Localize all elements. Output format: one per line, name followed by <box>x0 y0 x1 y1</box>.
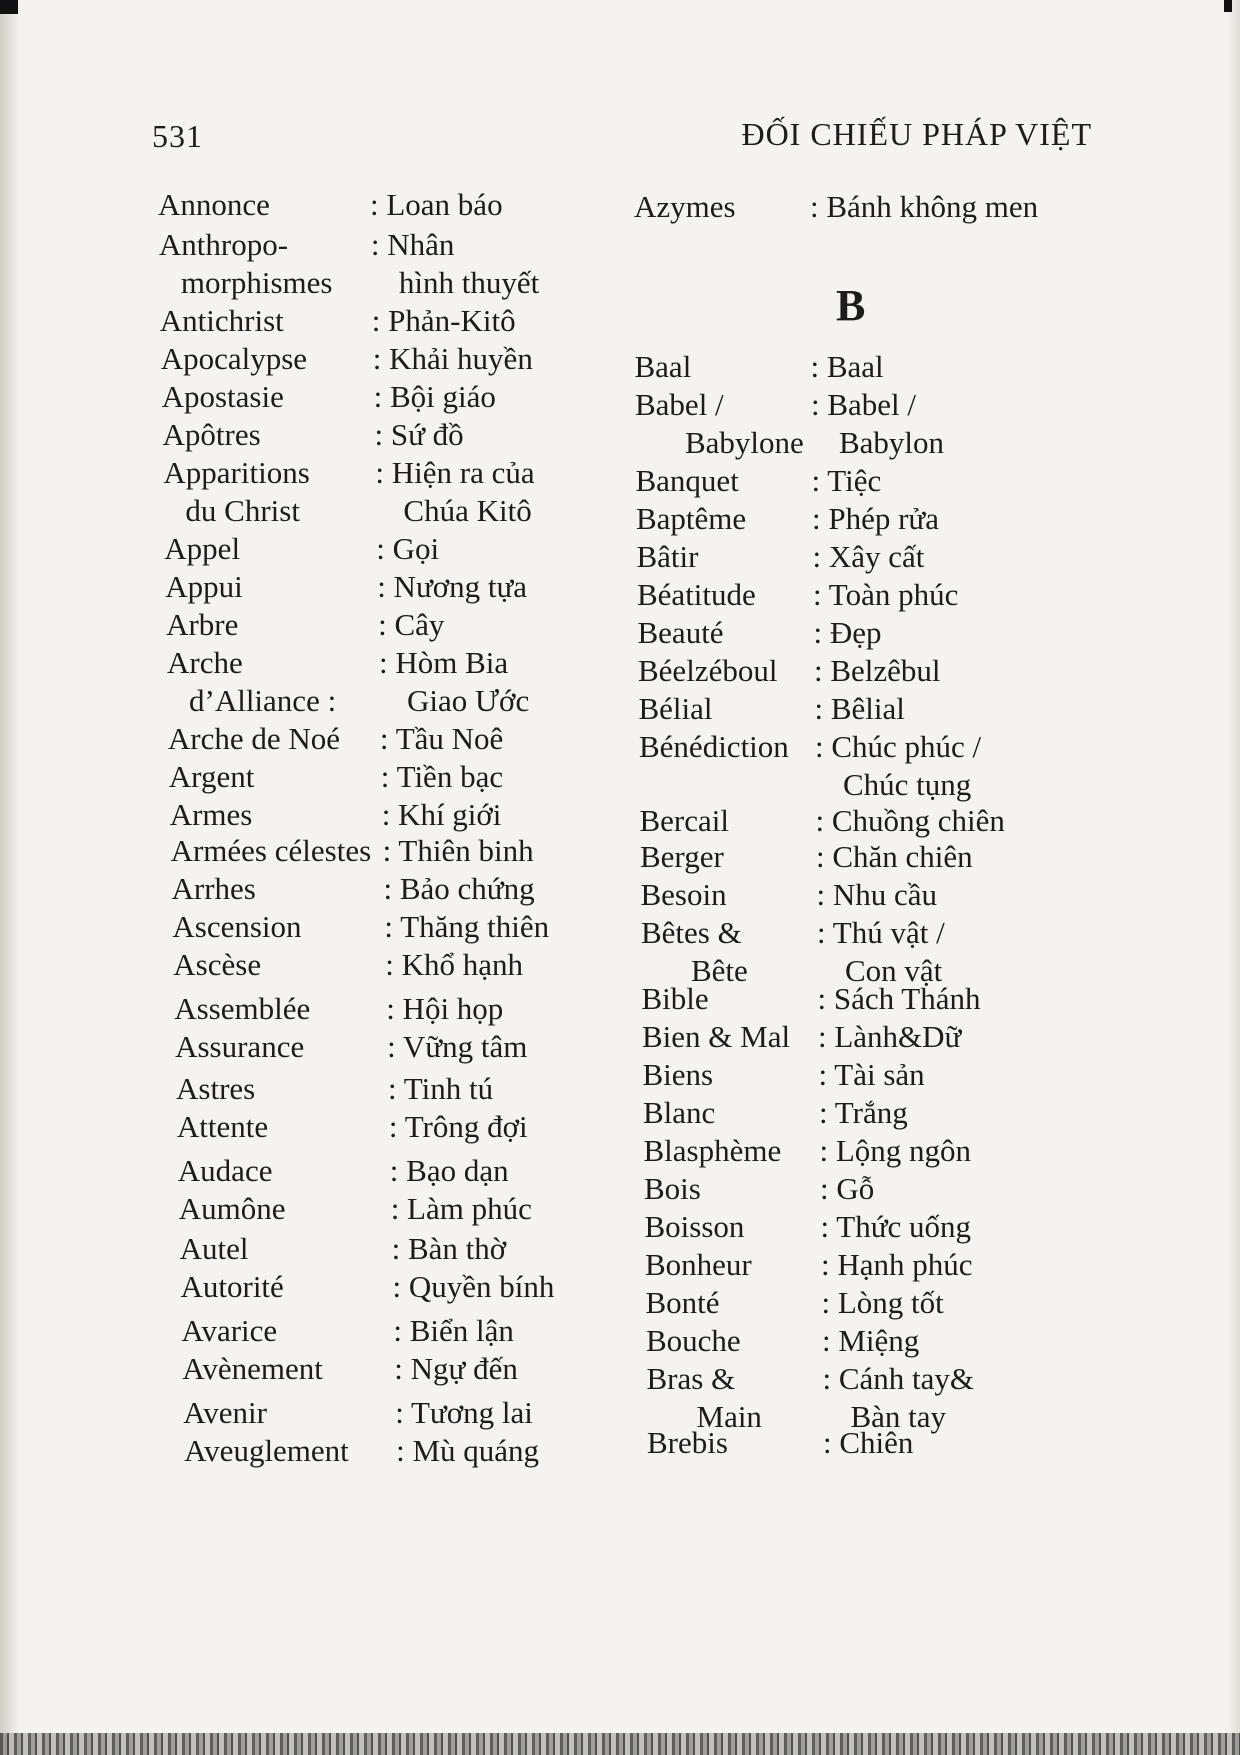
french-term: Blanc <box>643 1095 716 1130</box>
french-term: Audace <box>177 1153 273 1188</box>
vietnamese-gloss: : Lòng tốt <box>821 1285 944 1320</box>
french-term: Ascèse <box>173 947 262 982</box>
french-term: Avènement <box>182 1351 323 1386</box>
french-term: Azymes <box>634 189 736 224</box>
vietnamese-gloss: : Bánh không men <box>810 189 1039 224</box>
vietnamese-gloss: : Bêlial <box>814 691 905 726</box>
french-term-continued: Babylone <box>685 425 804 460</box>
french-term: Arche <box>167 645 243 680</box>
french-term: Bêtes & <box>641 915 742 950</box>
vietnamese-gloss: : Bội giáo <box>373 379 496 414</box>
french-term: Arrhes <box>171 871 256 906</box>
french-term: Bélial <box>638 691 713 726</box>
french-term: Biens <box>642 1057 714 1092</box>
vietnamese-gloss: : Tương lai <box>395 1395 533 1430</box>
french-term-continued: du Christ <box>185 493 300 528</box>
vietnamese-gloss-continued: Bàn tay <box>850 1399 947 1434</box>
vietnamese-gloss-continued: Babylon <box>839 425 945 460</box>
french-term: Autel <box>179 1231 249 1266</box>
french-term: Baal <box>634 349 692 384</box>
french-term: Bénédiction <box>639 729 789 764</box>
vietnamese-gloss: : Tầu Noê <box>379 721 504 756</box>
french-term: Argent <box>168 759 255 794</box>
french-term: Bonheur <box>645 1247 752 1282</box>
vietnamese-gloss: : Bạo dạn <box>389 1153 509 1188</box>
vietnamese-gloss: : Tài sản <box>818 1057 925 1092</box>
vietnamese-gloss: : Miệng <box>822 1323 920 1358</box>
vietnamese-gloss: : Trông đợi <box>388 1109 528 1144</box>
vietnamese-gloss: : Đẹp <box>813 615 882 650</box>
french-term: Anthropo- <box>158 227 289 262</box>
french-term: Armes <box>169 797 253 832</box>
vietnamese-gloss: : Lộng ngôn <box>819 1133 972 1168</box>
vietnamese-gloss: : Trắng <box>819 1095 908 1130</box>
french-term: Baptême <box>636 501 747 536</box>
french-term: Autorité <box>180 1269 284 1304</box>
french-term: Bâtir <box>636 539 699 574</box>
corner-mark <box>0 0 18 14</box>
french-term: Babel / <box>635 387 724 422</box>
vietnamese-gloss: : Phép rửa <box>812 501 939 536</box>
french-term: Apparitions <box>163 455 310 490</box>
vietnamese-gloss-continued: hình thuyết <box>398 265 540 300</box>
french-term: Beauté <box>637 615 724 650</box>
vietnamese-gloss-continued: Giao Ước <box>407 683 530 718</box>
vietnamese-gloss: : Baal <box>810 349 884 384</box>
vietnamese-gloss: : Toàn phúc <box>813 577 959 612</box>
french-term: Aumône <box>178 1191 286 1226</box>
french-term: Bonté <box>645 1285 720 1320</box>
vietnamese-gloss: : Chăn chiên <box>816 839 973 874</box>
french-term-continued: Main <box>696 1399 762 1434</box>
vietnamese-gloss: : Nhu cầu <box>816 877 938 912</box>
french-term: Bien & Mal <box>642 1019 791 1054</box>
french-term: Assemblée <box>174 991 311 1026</box>
vietnamese-gloss-continued: Chúa Kitô <box>403 493 532 528</box>
vietnamese-gloss: : Chiên <box>823 1425 914 1460</box>
vietnamese-gloss: : Loan báo <box>370 187 503 222</box>
french-term: Bercail <box>639 803 730 838</box>
vietnamese-gloss: : Hạnh phúc <box>821 1247 973 1282</box>
vietnamese-gloss: : Tinh tú <box>388 1071 494 1106</box>
vietnamese-gloss: : Bàn thờ <box>391 1231 507 1266</box>
french-term: Berger <box>640 839 724 874</box>
vietnamese-gloss: : Hiện ra của <box>375 455 535 490</box>
vietnamese-gloss: : Khí giới <box>381 797 502 832</box>
french-term: Appel <box>164 531 241 566</box>
french-term: Apôtres <box>162 417 261 452</box>
vietnamese-gloss: : Thú vật / <box>817 915 945 950</box>
french-term: Bible <box>641 981 709 1016</box>
french-term: Attente <box>176 1109 269 1144</box>
french-term: Aveuglement <box>184 1433 349 1468</box>
vietnamese-gloss: : Cánh tay& <box>822 1361 975 1396</box>
running-head: ĐỐI CHIẾU PHÁP VIỆT <box>741 116 1092 152</box>
vietnamese-gloss: : Thiên binh <box>382 833 534 868</box>
vietnamese-gloss: : Biển lận <box>393 1313 514 1348</box>
page-number: 531 <box>152 118 203 154</box>
french-term: Arche de Noé <box>167 721 341 756</box>
french-term: Annonce <box>158 187 270 222</box>
french-term: Banquet <box>635 463 739 498</box>
french-term: Besoin <box>640 877 727 912</box>
vietnamese-gloss-continued: Chúc tụng <box>843 767 972 802</box>
section-letter: B <box>836 281 866 330</box>
vietnamese-gloss: : Cây <box>378 607 445 642</box>
french-term: Brebis <box>647 1425 728 1460</box>
vietnamese-gloss: : Phản-Kitô <box>371 303 516 338</box>
vietnamese-gloss: : Nương tựa <box>377 569 528 604</box>
corner-mark <box>1224 0 1232 12</box>
vietnamese-gloss: : Sứ đồ <box>374 417 464 452</box>
page-edge-left <box>0 0 20 1755</box>
french-term: Avenir <box>183 1395 267 1430</box>
vietnamese-gloss: : Chúc phúc / <box>815 729 982 764</box>
french-term: Apocalypse <box>160 341 308 376</box>
vietnamese-gloss: : Thức uống <box>820 1209 972 1244</box>
french-term: Ascension <box>172 909 302 944</box>
french-term: Béelzéboul <box>638 653 778 688</box>
french-term: Assurance <box>175 1029 305 1064</box>
french-term: Avarice <box>181 1313 278 1348</box>
vietnamese-gloss: : Tiền bạc <box>380 759 504 794</box>
page-edge-right <box>1226 0 1240 1755</box>
vietnamese-gloss: : Thăng thiên <box>384 909 550 944</box>
vietnamese-gloss: : Gỗ <box>820 1171 875 1206</box>
french-term: Appui <box>165 569 243 604</box>
french-term-continued: morphismes <box>180 265 333 300</box>
vietnamese-gloss: : Chuồng chiên <box>815 803 1005 838</box>
french-term: Bras & <box>646 1361 736 1396</box>
vietnamese-gloss: : Quyền bính <box>392 1269 555 1304</box>
vietnamese-gloss-continued: Con vật <box>845 953 943 988</box>
vietnamese-gloss: : Khổ hạnh <box>385 947 524 982</box>
vietnamese-gloss: : Làm phúc <box>390 1191 532 1226</box>
page-edge-bottom <box>0 1733 1240 1755</box>
vietnamese-gloss: : Tiệc <box>811 463 882 498</box>
vietnamese-gloss: : Mù quáng <box>396 1433 540 1468</box>
french-term: Armées célestes <box>170 833 372 868</box>
french-term: Blasphème <box>643 1133 782 1168</box>
french-term: Arbre <box>166 607 239 642</box>
french-term: Boisson <box>644 1209 745 1244</box>
vietnamese-gloss: : Bảo chứng <box>383 871 535 906</box>
vietnamese-gloss: : Sách Thánh <box>817 981 981 1016</box>
vietnamese-gloss: : Hòm Bia <box>379 645 509 680</box>
vietnamese-gloss: : Ngự đến <box>394 1351 518 1386</box>
french-term: Béatitude <box>637 577 756 612</box>
french-term: Bois <box>644 1171 701 1206</box>
vietnamese-gloss: : Hội họp <box>386 991 504 1026</box>
french-term-continued: Bête <box>691 953 748 988</box>
vietnamese-gloss: : Khải huyền <box>372 341 533 376</box>
french-term: Bouche <box>646 1323 741 1358</box>
vietnamese-gloss: : Vững tâm <box>387 1029 528 1064</box>
french-term-continued: d’Alliance : <box>189 683 337 718</box>
vietnamese-gloss: : Nhân <box>370 227 455 262</box>
vietnamese-gloss: : Babel / <box>811 387 917 422</box>
vietnamese-gloss: : Xây cất <box>812 539 925 574</box>
vietnamese-gloss: : Lành&Dữ <box>818 1019 962 1054</box>
vietnamese-gloss: : Belzêbul <box>814 653 941 688</box>
french-term: Apostasie <box>161 379 284 414</box>
french-term: Astres <box>176 1071 256 1106</box>
vietnamese-gloss: : Gọi <box>376 531 440 566</box>
french-term: Antichrist <box>159 303 284 338</box>
